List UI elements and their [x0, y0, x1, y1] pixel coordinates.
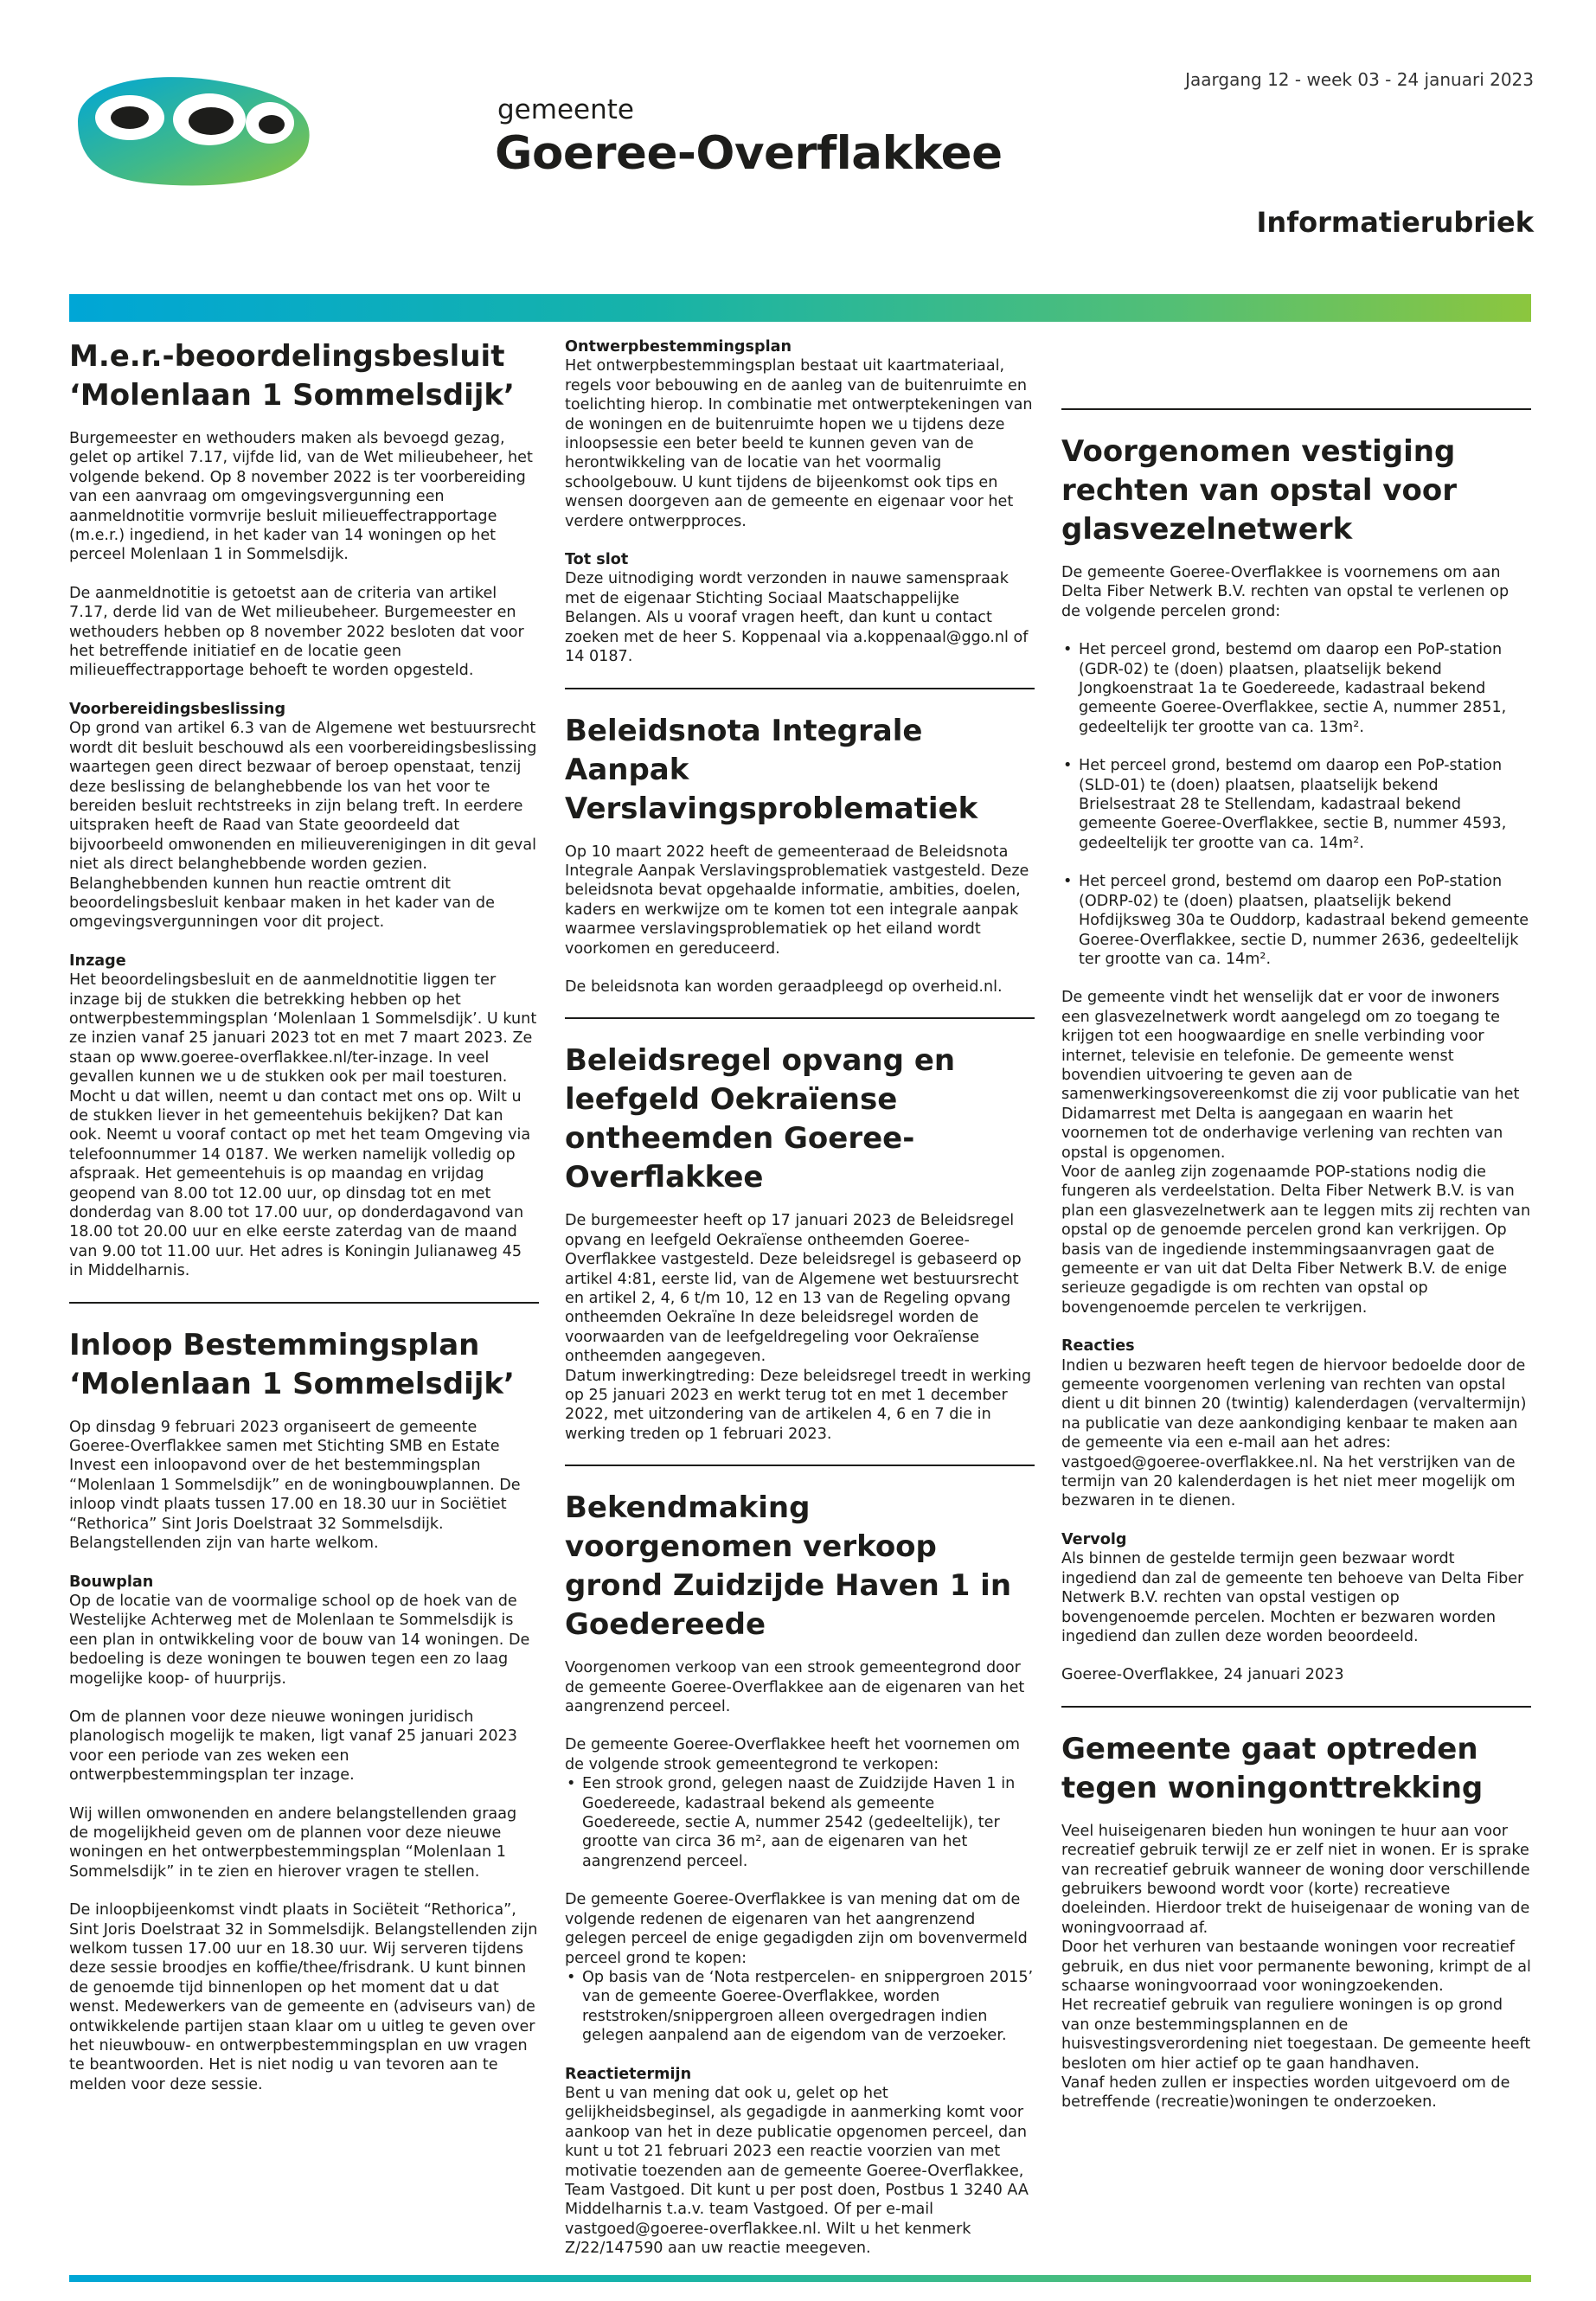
article-glasvezel-p4: Indien u bezwaren heeft tegen de hiervoor bedoelde door de gemeente voorgenomen verlening van rechten van opstal dient u dit binnen 20 (twintig) kalenderdagen (vervaltermijn) na publicatie van deze aankondiging kenbaar te maken aan de gemeente via een e-mail aan het adres: vastgoed@goeree-overflakkee.nl. Na het verstrijken van de termijn van 20 kalenderdagen is het niet meer mogelijk om bezwaren in te dienen.	[1061, 1356, 1527, 1510]
article-mer-subheading-inzage: Inzage	[69, 952, 126, 970]
divider	[565, 1017, 1035, 1019]
article-verkoop-p2: De gemeente Goeree-Overflakkee heeft het voornemen om de volgende strook gemeentegrond te verkopen:	[565, 1736, 1021, 1773]
list-item: • Het perceel grond, bestemd om daarop een PoP-station (SLD-01) te (doen) plaatsen, plaatselijk bekend Brielsestraat 28 te Stellendam, kadastraal bekend gemeente Goeree-Overflakkee, sectie B, nummer 4593, gedeeltelijk ter grootte van ca. 14m².	[1061, 756, 1531, 853]
article-inloop-p5: De inloopbijeenkomst vindt plaats in Sociëteit “Rethorica”, Sint Joris Doelstraat 32 in Sommelsdijk. Belangstellenden zijn welkom tussen 17.00 uur en 18.30 uur. Wij serveren tijdens deze sessie broodjes en koffie/thee/frisdrank. U kunt binnen de genoemde tijd binnenlopen op het moment dat u dat wenst. Medewerkers van de gemeente en (adviseurs van) de ontwikkelende partijen staan klaar om u uitleg te geven over het nieuwbouw- en ontwerpbestemmingsplan en uw vragen te beantwoorden. Het is niet nodig u van tevoren aan te melden voor deze sessie.	[69, 1901, 538, 2093]
article-beleidsregel-p1: De burgemeester heeft op 17 januari 2023 de Beleidsregel opvang en leefgeld Oekraïense ontheemden Goeree-Overflakkee vastgesteld. Deze beleidsregel is gebaseerd op artikel 4:81, eerste lid, van de Algemene wet bestuursrecht en artikel 2, 4, 6 t/m 10, 12 en 13 van de Regeling opvang ontheemden Oekraïne In deze beleidsregel worden de voorwaarden van de leefgeldregeling voor Oekraïense ontheemden aangegeven.	[565, 1212, 1022, 1366]
list-item: • Een strook grond, gelegen naast de Zuidzijde Haven 1 in Goedereede, kadastraal bekend als gemeente Goedereede, sectie A, nummer 2542 (gedeeltelijk), ter grootte van circa 36 m², aan de eigenaren van het aangrenzend perceel.	[565, 1774, 1035, 1871]
article-inloop-p2: Op de locatie van de voormalige school op de hoek van de Westelijke Achterweg met de Molenlaan te Sommelsdijk is een plan in ontwikkeling voor de bouw van 14 woningen. De bedoeling is deze woningen te bouwen tegen een zo laag mogelijke koop- of huurprijs.	[69, 1592, 530, 1688]
article-inloop-subheading-totslot: Tot slot	[565, 551, 629, 569]
divider	[565, 688, 1035, 689]
list-item: • Op basis van de ‘Nota restpercelen- en snippergroen 2015’ van de gemeente Goeree-Overflakkee, worden reststroken/snippergroen alleen overgedragen indien gelegen aanpalend aan de eigendom van de verzoeker.	[565, 1968, 1035, 2046]
article-inloop-p4: Wij willen omwonenden en andere belangstellenden graag de mogelijkheid geven om de plannen voor deze nieuwe woningen en het ontwerpbestemmingsplan “Molenlaan 1 Sommelsdijk” in te zien en hierover vragen te stellen.	[69, 1804, 517, 1881]
article-woningonttrekking-p2: Door het verhuren van bestaande woningen voor recreatief gebruik, en dus niet voor permanente bewoning, krimpt de al schaarse woningvoorraad voor woningzoekenden.	[1061, 1939, 1531, 1995]
article-mer-p1: Burgemeester en wethouders maken als bevoegd gezag, gelet op artikel 7.17, vijfde lid, van de Wet milieubeheer, het volgende bekend. Op 8 november 2022 is ter voorbereiding van een aanvraag om omgevingsvergunning een aanmeldnotitie vormvrije besluit milieueffectrapportage (m.e.r.) ingediend, in het kader van 14 woningen op het perceel Molenlaan 1 in Sommelsdijk.	[69, 430, 533, 564]
article-inloop-subheading-ontwerp: Ontwerpbestemmingsplan	[565, 338, 792, 356]
article-verkoop-list-2	[565, 1968, 1035, 2046]
divider	[1061, 1706, 1531, 1708]
article-mer-p4: Het beoordelingsbesluit en de aanmeldnotitie liggen ter inzage bij de stukken die betrekking hebben op het ontwerpbestemmingsplan ‘Molenlaan 1 Sommelsdijk’. U kunt ze inzien vanaf 25 januari 2023 tot en met 7 maart 2023. Ze staan op www.goeree-overflakkee.nl/ter-inzage. In veel gevallen kunnen we u de stukken ook per mail toesturen. Mocht u dat willen, neemt u dan contact met ons op. Wilt u de stukken liever in het gemeentehuis bekijken? Dat kan ook. Neemt u vooraf contact op met het team Omgeving via telefoonnummer 14 0187. We werken namelijk volledig op afspraak. Het gemeentehuis is op maandag en vrijdag geopend van 8.00 tot 12.00 uur, op dinsdag tot en met donderdag van 8.00 tot 17.00 uur, op donderdagavond van 18.00 tot 20.00 uur en elke eerste zaterdag van de maand van 9.00 tot 11.00 uur. Het adres is Koningin Julianaweg 45 in Middelharnis.	[69, 971, 537, 1280]
article-glasvezel-p1: De gemeente Goeree-Overflakkee is voornemens om aan Delta Fiber Netwerk B.V. rechten van opstal te verlenen op de volgende percelen grond:	[1061, 564, 1509, 620]
article-beleidsregel-title: Beleidsregel opvang en leefgeld Oekraïense ontheemden Goeree-Overflakkee	[565, 1043, 956, 1195]
divider	[565, 1465, 1035, 1466]
article-glasvezel-p2: De gemeente vindt het wenselijk dat er voor de inwoners een glasvezelnetwerk wordt aangelegd om zo toegang te krijgen tot een hoogwaardige en snelle verbinding voor internet, televisie en telefonie. De gemeente wenst bovendien uitvoering te geven aan de samenwerkingsovereenkomst die zij voor publicatie van het Didamarrest met Delta is aangegaan en waarin het voornemen tot de onderhavige verlening van rechten van opstal is opgenomen.	[1061, 989, 1520, 1162]
footer-gradient-bar	[69, 2275, 1531, 2282]
gemeente-logo-icon	[62, 69, 322, 190]
article-mer-p2: De aanmeldnotitie is getoetst aan de criteria van artikel 7.17, derde lid van de Wet milieubeheer. Burgemeester en wethouders hebben op 8 november 2022 besloten dat voor het betreffende initiatief en de locatie geen milieueffectrapportage behoeft te worden opgesteld.	[69, 584, 524, 680]
article-verkoop-subheading-reactietermijn: Reactietermijn	[565, 2065, 692, 2083]
article-mer-subheading-voorbereiding: Voorbereidingsbeslissing	[69, 700, 286, 718]
article-woningonttrekking-p4: Vanaf heden zullen er inspecties worden uitgevoerd om de betreffende (recreatie)woningen te onderzoeken.	[1061, 2074, 1510, 2112]
article-mer-p3: Op grond van artikel 6.3 van de Algemene wet bestuursrecht wordt dit besluit beschouwd als een voorbereidingsbeslissing waartegen geen direct bezwaar of beroep openstaat, tenzij deze beslissing de belanghebbende los van het voor te bereiden besluit rechtstreeks in zijn belang treft. In eerdere uitspraken heeft de Raad van State geoordeeld dat bijvoorbeeld omwonenden en milieuverenigingen in dit geval niet als direct belanghebbende worden gezien. Belanghebbenden kunnen hun reactie omtrent dit beoordelingsbesluit kenbaar maken in het kader van de omgevingsvergunningen voor dit project.	[69, 720, 537, 932]
article-inloop-p6: Het ontwerpbestemmingsplan bestaat uit kaartmateriaal, regels voor bebouwing en de aanleg van de buitenruimte en toelichting hierop. In combinatie met ontwerptekeningen van de woningen en de buitenruimte hopen we u tijdens deze inloopsessie een beter beeld te kunnen geven van de herontwikkeling van de locatie van het voormalig schoolgebouw. U kunt tijdens de bijeenkomst ook tips en wensen doorgeven aan de gemeente en eigenaar voor het verdere ontwerpproces.	[565, 357, 1033, 530]
article-inloop-subheading-bouwplan: Bouwplan	[69, 1573, 154, 1591]
article-woningonttrekking-p3: Het recreatief gebruik van reguliere woningen is op grond van onze bestemmingsplannen en de huisvestingsverordening niet toegestaan. De gemeente heeft besloten om hier actief op te gaan handhaven.	[1061, 1997, 1531, 2073]
section-title: Informatierubriek	[1256, 206, 1534, 239]
article-verkoop-list-1	[565, 1774, 1035, 1871]
article-verkoop-p4: Bent u van mening dat ook u, gelet op het gelijkheidsbeginsel, als gegadigde in aanmerking komt voor aankoop van het in deze publicatie opgenomen perceel, dan kunt u tot 21 februari 2023 een reactie voorzien van met motivatie toezenden aan de gemeente Goeree-Overflakkee, Team Vastgoed. Dit kunt u per post doen, Postbus 1 3240 AA Middelharnis t.a.v. team Vastgoed. Of per e-mail vastgoed@goeree-overflakkee.nl. Wilt u het kenmerk Z/22/147590 aan uw reactie meegeven.	[565, 2084, 1029, 2258]
article-mer-title: M.e.r.-beoordelingsbesluit ‘Molenlaan 1 Sommelsdijk’	[69, 339, 515, 413]
article-inloop-p3: Om de plannen voor deze nieuwe woningen juridisch planologisch mogelijk te maken, ligt vanaf 25 januari 2023 voor een periode van zes weken een ontwerpbestemmingsplan ter inzage.	[69, 1708, 517, 1785]
article-glasvezel-p5: Als binnen de gestelde termijn geen bezwaar wordt ingediend dan zal de gemeente ten behoeve van Delta Fiber Netwerk B.V. rechten van opstal vestigen op bovengenoemde percelen. Mochten er bezwaren worden ingediend dan zullen deze worden beoordeeld.	[1061, 1550, 1524, 1645]
divider	[1061, 408, 1531, 410]
article-inloop-p7: Deze uitnodiging wordt verzonden in nauwe samenspraak met de eigenaar Stichting Sociaal Maatschappelijke Belangen. Als u vooraf vragen heeft, dan kunt u contact zoeken met de heer S. Koppenaal via a.koppenaal@ggo.nl of 14 0187.	[565, 570, 1029, 666]
article-woningonttrekking-p1: Veel huiseigenaren bieden hun woningen te huur aan voor recreatief gebruik terwijl ze er zelf niet in wonen. Er is sprake van recreatief gebruik wanneer de woning door verschillende gebruikers bewoond wordt voor (korte) recreatieve doeleinden. Hierdoor trekt de huiseigenaar de woning van de woningvoorraad af.	[1061, 1822, 1530, 1937]
article-glasvezel-title: Voorgenomen vestiging rechten van opstal voor glasvezelnetwerk	[1061, 434, 1457, 547]
article-glasvezel-p3: Voor de aanleg zijn zogenaamde POP-stations nodig die fungeren als verdeelstation. Delta Fiber Netwerk B.V. is van plan een glasvezelnetwerk aan te leggen mits zij rechten van opstal op de genoemde percelen grond kan verkrijgen. Op basis van de ingediende instemmingsaanvragen gaat de gemeente er van uit dat Delta Fiber Netwerk B.V. de enige serieuze gegadigde is om rechten van opstal op bovengenoemde percelen te verkrijgen.	[1061, 1163, 1531, 1317]
article-verkoop-p3: De gemeente Goeree-Overflakkee is van mening dat om de volgende redenen de eigenaren van het aangrenzend gelegen perceel de enige gegadigden zijn om bovenvermeld perceel grond te kopen:	[565, 1891, 1028, 1967]
article-glasvezel-list	[1061, 640, 1531, 969]
brand-name: Goeree-Overflakkee	[495, 127, 1003, 180]
article-glasvezel-subheading-vervolg: Vervolg	[1061, 1530, 1127, 1548]
article-beleidsnota-p1: Op 10 maart 2022 heeft de gemeenteraad de Beleidsnota Integrale Aanpak Verslavingsproblematiek vastgesteld. Deze beleidsnota bevat opgehaalde informatie, ambities, doelen, kaders en werkwijze om te komen tot een integrale aanpak waarmee verslavingsproblematiek op het eiland wordt voorkomen en gereduceerd.	[565, 843, 1029, 958]
article-glasvezel-subheading-reacties: Reacties	[1061, 1337, 1135, 1356]
article-verkoop-title: Bekendmaking voorgenomen verkoop grond Zuidzijde Haven 1 in Goedereede	[565, 1490, 1012, 1643]
article-inloop-title: Inloop Bestemmingsplan ‘Molenlaan 1 Sommelsdijk’	[69, 1327, 515, 1401]
brand-block	[495, 94, 1003, 180]
issue-info: Jaargang 12 - week 03 - 24 januari 2023	[1185, 69, 1534, 90]
article-beleidsnota-p2: De beleidsnota kan worden geraadpleegd op overheid.nl.	[565, 977, 1003, 996]
article-beleidsregel-p2: Datum inwerkingtreding: Deze beleidsregel treedt in werking op 25 januari 2023 en werkt terug tot en met 1 december 2022, met uitzondering van de artikelen 4, 6 en 7 die in werking treden op 1 februari 2023.	[565, 1367, 1032, 1443]
article-beleidsnota-title: Beleidsnota Integrale Aanpak Verslavingsproblematiek	[565, 713, 978, 826]
divider	[69, 1302, 539, 1304]
article-verkoop-p1: Voorgenomen verkoop van een strook gemeentegrond door de gemeente Goeree-Overflakkee aan de eigenaren van het aangrenzend perceel.	[565, 1659, 1025, 1716]
column-2	[565, 337, 1035, 2259]
list-item: • Het perceel grond, bestemd om daarop een PoP-station (ODRP-02) te (doen) plaatsen, plaatselijk bekend Hofdijksweg 30a te Ouddorp, kadastraal bekend gemeente Goeree-Overflakkee, sectie D, nummer 2636, gedeeltelijk ter grootte van ca. 14m².	[1061, 872, 1531, 969]
column-3	[1061, 374, 1531, 2112]
brand-prefix: gemeente	[497, 94, 634, 125]
article-woningonttrekking-title: Gemeente gaat optreden tegen woningonttrekking	[1061, 1731, 1484, 1805]
list-item: • Het perceel grond, bestemd om daarop een PoP-station (GDR-02) te (doen) plaatsen, plaatselijk bekend Jongkoenstraat 1a te Goedereede, kadastraal bekend gemeente Goeree-Overflakkee, sectie A, nummer 2851, gedeeltelijk ter grootte van ca. 13m².	[1061, 640, 1531, 737]
article-glasvezel-date: Goeree-Overflakkee, 24 januari 2023	[1061, 1666, 1344, 1684]
column-1	[69, 337, 539, 2094]
header-gradient-bar	[69, 294, 1531, 322]
article-inloop-p1: Op dinsdag 9 februari 2023 organiseert de gemeente Goeree-Overflakkee samen met Stichting SMB en Estate Invest een inloopavond over de het bestemmingsplan “Molenlaan 1 Sommelsdijk” en de woningbouwplannen. De inloop vindt plaats tussen 17.00 en 18.30 uur in Sociëtiet “Rethorica” Sint Joris Doelstraat 32 Sommelsdijk. Belangstellenden zijn van harte welkom.	[69, 1418, 521, 1553]
